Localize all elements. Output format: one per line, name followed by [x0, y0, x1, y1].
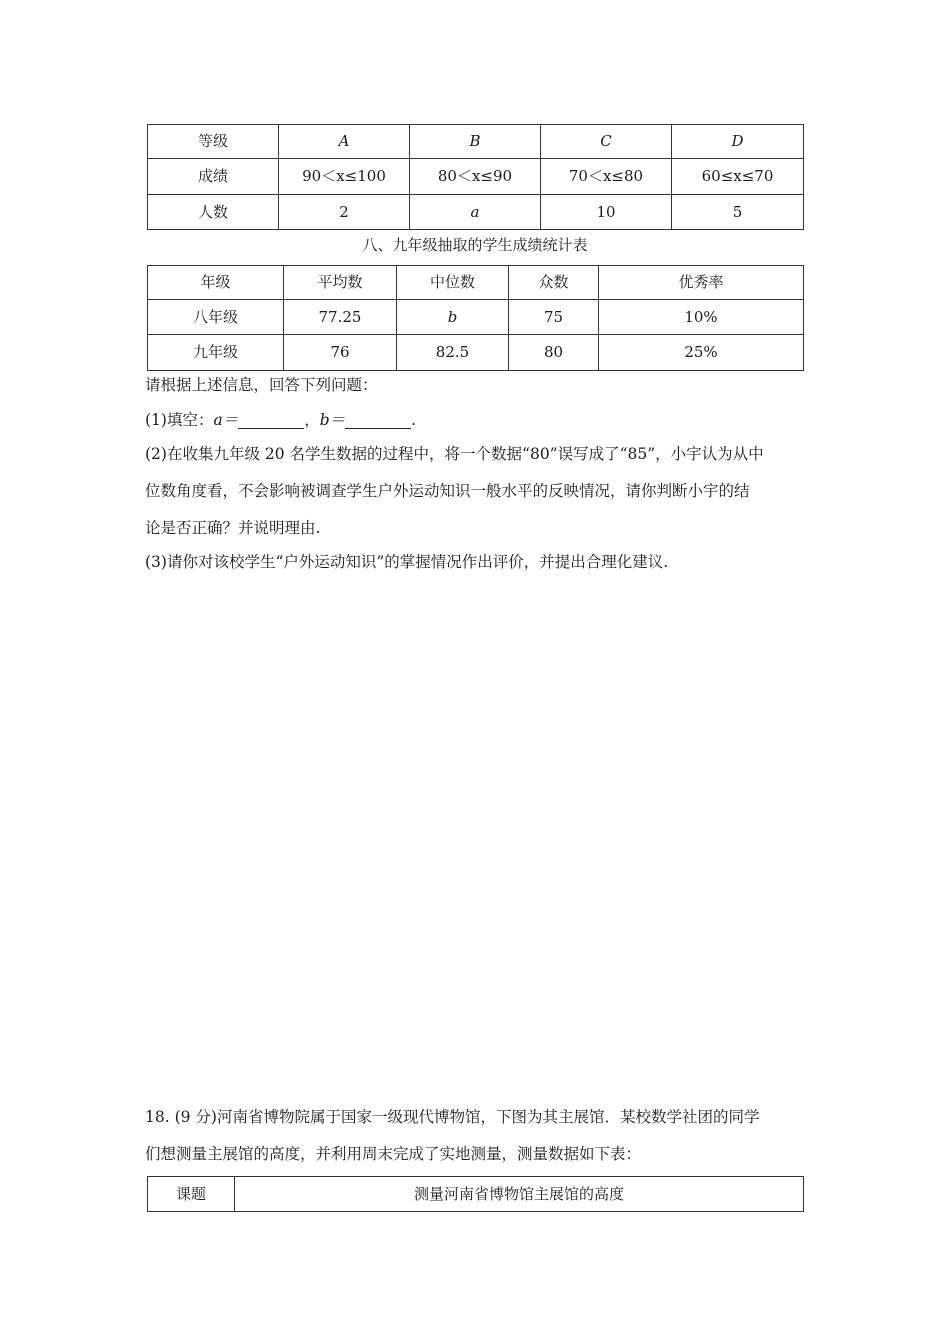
- row-excellent-rate: 10%: [599, 300, 804, 335]
- grade-b: B: [410, 125, 541, 159]
- count-d: 5: [672, 195, 804, 230]
- topic-value: 测量河南省博物馆主展馆的高度: [235, 1177, 804, 1212]
- question-1: [145, 413, 810, 429]
- score-range-c: 70＜x≤80: [541, 159, 672, 195]
- topic-label: 课题: [148, 1177, 235, 1212]
- header-excellent-rate: 优秀率: [599, 266, 804, 300]
- header-mean: 平均数: [284, 266, 397, 300]
- header-median: 中位数: [397, 266, 509, 300]
- questions-intro: 请根据上述信息，回答下列问题：: [145, 376, 378, 394]
- measurement-table: [147, 1176, 804, 1212]
- grade-a: A: [279, 125, 410, 159]
- row-mode: 80: [509, 335, 599, 371]
- score-label: 成绩: [148, 159, 279, 195]
- q1-prefix: (1)填空：: [145, 411, 214, 429]
- row-median: b: [397, 300, 509, 335]
- row-grade: 九年级: [148, 335, 284, 371]
- q1-b-label: b＝: [319, 411, 346, 429]
- question-2-line-3: 论是否正确？并说明理由.: [145, 519, 321, 537]
- table-row: [148, 300, 804, 335]
- count-b: a: [410, 195, 541, 230]
- question-2-line-2: 位数角度看，不会影响被调查学生户外运动知识一般水平的反映情况，请你判断小宇的结: [145, 482, 750, 500]
- score-range-a: 90＜x≤100: [279, 159, 410, 195]
- stats-table-caption: 八、九年级抽取的学生成绩统计表: [362, 236, 588, 254]
- question-2-line-1: (2)在收集九年级 20 名学生数据的过程中，将一个数据“80”误写成了“85”，小宇认为从中: [145, 445, 764, 463]
- problem-18-line-1: 18. (9 分)河南省博物院属于国家一级现代博物馆，下图为其主展馆．某校数学社团的同学: [145, 1108, 760, 1126]
- q1-end: .: [411, 411, 417, 429]
- header-mode: 众数: [509, 266, 599, 300]
- problem-18-line-2: 们想测量主展馆的高度，并利用周末完成了实地测量，测量数据如下表：: [145, 1145, 642, 1163]
- count-c: 10: [541, 195, 672, 230]
- row-excellent-rate: 25%: [599, 335, 804, 371]
- row-mode: 75: [509, 300, 599, 335]
- grade-table: [147, 124, 804, 230]
- grade-c: C: [541, 125, 672, 159]
- grade-label: 等级: [148, 125, 279, 159]
- q1-a-label: a＝: [213, 411, 239, 429]
- score-range-d: 60≤x≤70: [672, 159, 804, 195]
- row-mean: 77.25: [284, 300, 397, 335]
- header-grade: 年级: [148, 266, 284, 300]
- q1-separator: ，: [304, 411, 320, 429]
- answer-blank-a[interactable]: [238, 414, 304, 429]
- answer-blank-b[interactable]: [345, 414, 411, 429]
- row-median: 82.5: [397, 335, 509, 371]
- count-a: 2: [279, 195, 410, 230]
- score-range-b: 80＜x≤90: [410, 159, 541, 195]
- question-3: (3)请你对该校学生“户外运动知识”的掌握情况作出评价，并提出合理化建议.: [145, 553, 669, 571]
- stats-header-row: [148, 266, 804, 300]
- grade-d: D: [672, 125, 804, 159]
- table-row: [148, 335, 804, 371]
- count-label: 人数: [148, 195, 279, 230]
- row-grade: 八年级: [148, 300, 284, 335]
- stats-table: [147, 265, 804, 371]
- row-mean: 76: [284, 335, 397, 371]
